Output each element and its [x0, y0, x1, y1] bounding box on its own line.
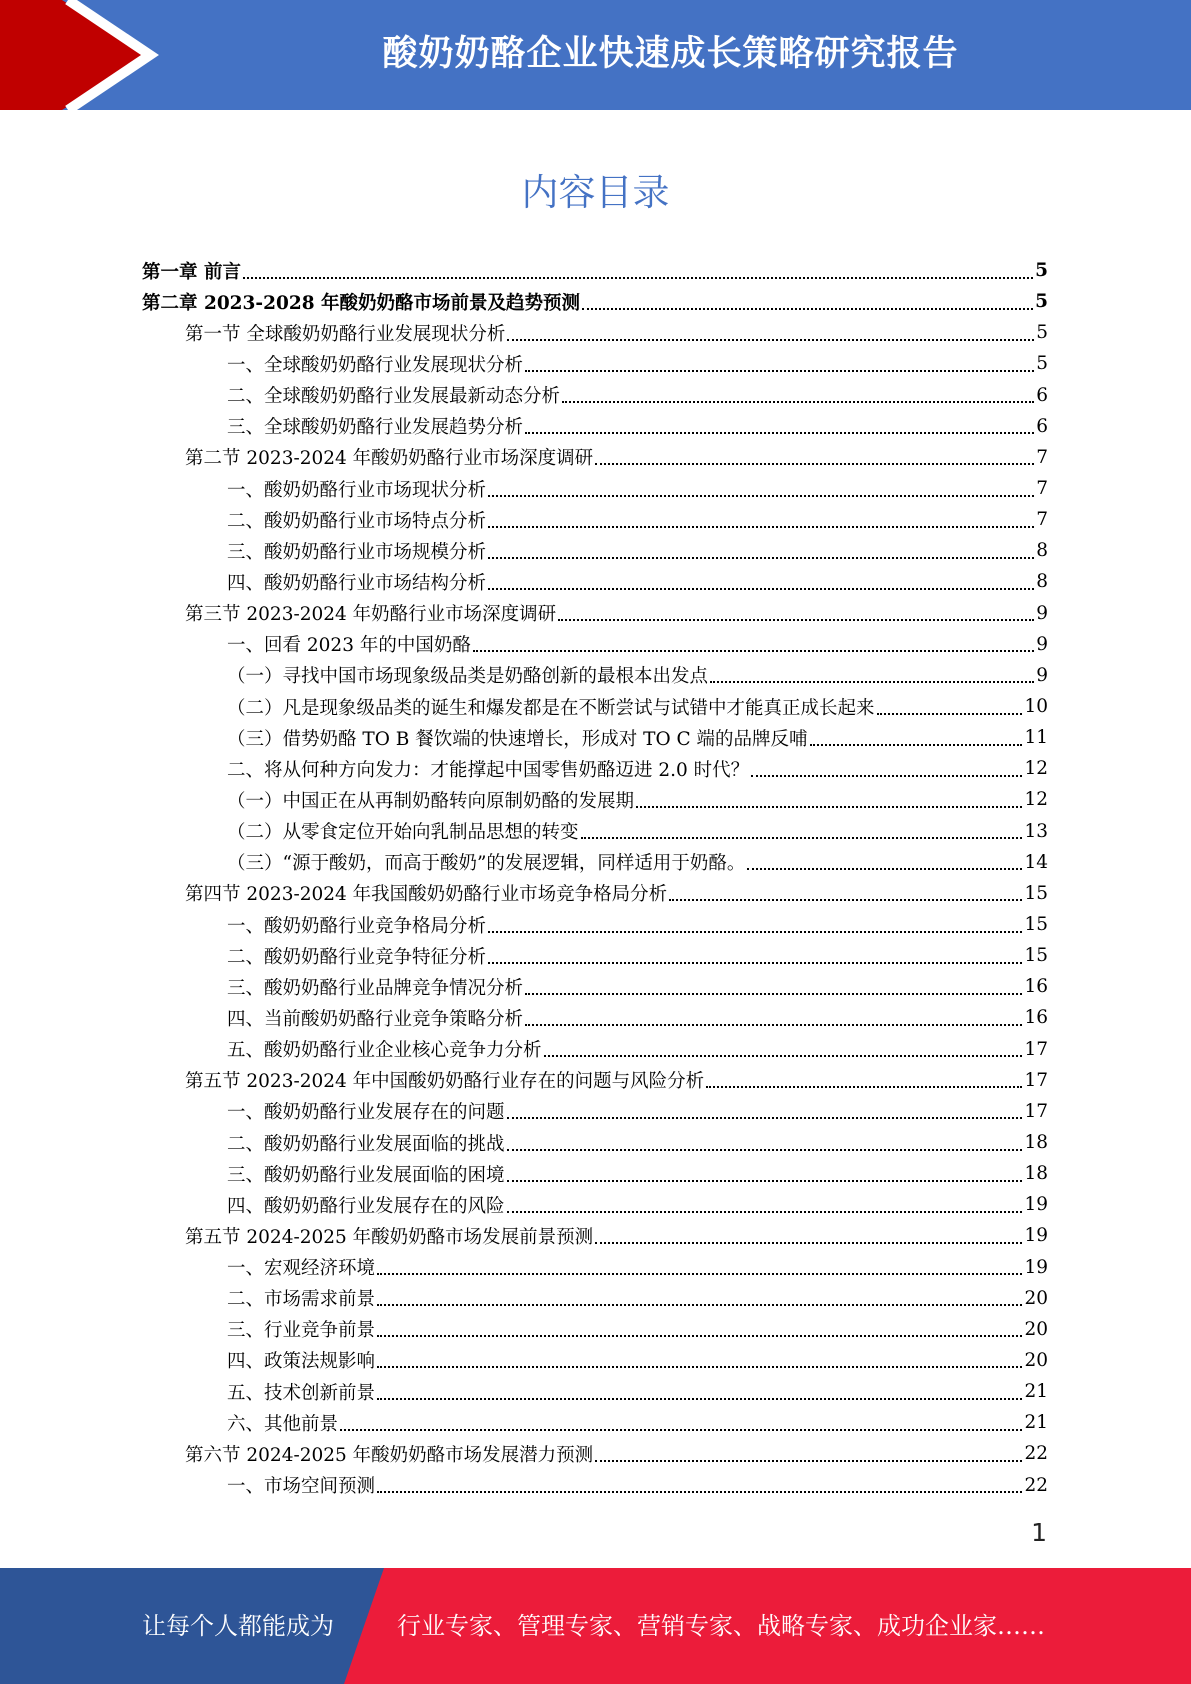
toc-leader-dots — [377, 1335, 1022, 1337]
toc-entry-label: 三、全球酸奶奶酪行业发展趋势分析 — [227, 417, 524, 439]
toc-entry[interactable] — [142, 1002, 1048, 1033]
toc-entry-label: （三）借势奶酪 TO B 餐饮端的快速增长，形成对 TO C 端的品牌反哺 — [227, 728, 808, 750]
toc-entry-label: 二、将从何种方向发力：才能撑起中国零售奶酪迈进 2.0 时代？ — [227, 759, 750, 781]
toc-entry[interactable] — [142, 1438, 1048, 1469]
toc-entry-page: 20 — [1024, 1318, 1048, 1340]
toc-entry-label: 第五节 2023-2024 年中国酸奶奶酪行业存在的问题与风险分析 — [185, 1071, 705, 1093]
toc-entry[interactable] — [142, 1252, 1048, 1283]
toc-leader-dots — [747, 868, 1022, 870]
toc-leader-dots — [377, 1304, 1022, 1306]
toc-entry-label: 二、酸奶奶酪行业竞争特征分析 — [227, 946, 487, 968]
toc-entry[interactable] — [142, 442, 1048, 473]
toc-entry-page: 20 — [1024, 1349, 1048, 1371]
toc-entry-page: 15 — [1024, 882, 1048, 904]
toc-entry[interactable] — [142, 660, 1048, 691]
toc-entry-label: 二、酸奶奶酪行业发展面临的挑战 — [227, 1133, 505, 1155]
toc-entry-label: （二）从零食定位开始向乳制品思想的转变 — [227, 822, 579, 844]
toc-entry-label: 二、全球酸奶奶酪行业发展最新动态分析 — [227, 386, 561, 408]
toc-entry-label: 一、回看 2023 年的中国奶酪 — [227, 635, 471, 657]
toc-leader-dots — [507, 1211, 1023, 1213]
toc-entry[interactable] — [142, 535, 1048, 566]
toc-entry[interactable] — [142, 255, 1048, 286]
toc-entry-page: 15 — [1024, 914, 1048, 936]
toc-entry[interactable] — [142, 1345, 1048, 1376]
header-arrow-icon — [0, 0, 160, 110]
toc-entry-page: 21 — [1024, 1412, 1048, 1434]
toc-entry-page: 18 — [1024, 1132, 1048, 1153]
toc-entry-page: 21 — [1024, 1381, 1048, 1403]
toc-leader-dots — [507, 339, 1034, 341]
toc-leader-dots — [243, 277, 1033, 279]
toc-entry-page: 7 — [1036, 478, 1048, 500]
toc-leader-dots — [377, 1273, 1022, 1275]
toc-entry-label: 第三节 2023-2024 年奶酪行业市场深度调研 — [185, 604, 557, 626]
toc-leader-dots — [544, 1055, 1023, 1057]
toc-entry-label: （二）凡是现象级品类的诞生和爆发都是在不断尝试与试错中才能真正成长起来 — [227, 697, 875, 719]
toc-entry-label: 第二章 2023-2028 年酸奶奶酪市场前景及趋势预测 — [142, 292, 581, 314]
toc-entry[interactable] — [142, 504, 1048, 535]
toc-entry-page: 12 — [1024, 758, 1048, 780]
toc-entry-page: 17 — [1024, 1038, 1048, 1060]
toc-entry-page: 20 — [1024, 1287, 1048, 1309]
toc-entry[interactable] — [142, 317, 1048, 348]
footer-slogan-left: 让每个人都能成为 — [142, 1612, 334, 1640]
page-number: 1 — [1031, 1518, 1047, 1547]
toc-entry[interactable] — [142, 348, 1048, 379]
toc-entry[interactable] — [142, 1283, 1048, 1314]
toc-leader-dots — [877, 713, 1023, 715]
toc-entry-page: 22 — [1024, 1474, 1048, 1496]
toc-entry-page: 18 — [1024, 1163, 1048, 1185]
toc-entry-label: 一、宏观经济环境 — [227, 1258, 376, 1280]
toc-leader-dots — [581, 837, 1023, 839]
toc-entry-label: （三）“源于酸奶，而高于酸奶”的发展逻辑，同样适用于奶酪。 — [227, 853, 746, 875]
toc-entry-label: 二、酸奶奶酪行业市场特点分析 — [227, 510, 487, 532]
toc-entry-label: 四、当前酸奶奶酪行业竞争策略分析 — [227, 1008, 524, 1030]
header-banner — [0, 0, 1191, 110]
toc-entry-label: 六、其他前景 — [227, 1413, 339, 1435]
toc-leader-dots — [525, 432, 1034, 434]
toc-leader-dots — [507, 1149, 1023, 1151]
toc-entry-label: 第四节 2023-2024 年我国酸奶奶酪行业市场竞争格局分析 — [185, 884, 668, 906]
toc-entry-page: 19 — [1024, 1225, 1048, 1247]
toc-leader-dots — [525, 1024, 1022, 1026]
toc-entry[interactable] — [142, 286, 1048, 317]
toc-entry[interactable] — [142, 1376, 1048, 1407]
toc-leader-dots — [488, 526, 1034, 528]
toc-heading: 内容目录 — [521, 171, 670, 214]
toc-entry-label: 四、酸奶奶酪行业市场结构分析 — [227, 572, 487, 594]
toc-entry-page: 9 — [1036, 664, 1048, 686]
toc-entry[interactable] — [142, 629, 1048, 660]
toc-entry-label: （一）寻找中国市场现象级品类是奶酪创新的最根本出发点 — [227, 666, 709, 688]
toc-entry-page: 6 — [1036, 384, 1048, 406]
footer-banner — [0, 1568, 1191, 1684]
toc-entry-label: 四、酸奶奶酪行业发展存在的风险 — [227, 1195, 505, 1217]
toc-entry[interactable] — [142, 1314, 1048, 1345]
toc-entry-label: （一）中国正在从再制奶酪转向原制奶酪的发展期 — [227, 790, 635, 812]
toc-leader-dots — [595, 1460, 1022, 1462]
toc-entry[interactable] — [142, 784, 1048, 815]
toc-entry-page: 11 — [1024, 727, 1048, 749]
toc-entry-page: 14 — [1024, 851, 1048, 873]
toc-entry-page: 17 — [1024, 1069, 1048, 1091]
toc-leader-dots — [595, 1242, 1022, 1244]
toc-entry[interactable] — [142, 1127, 1048, 1158]
toc-entry-label: 四、政策法规影响 — [227, 1351, 376, 1373]
toc-entry-label: 一、酸奶奶酪行业发展存在的问题 — [227, 1102, 505, 1124]
toc-entry[interactable] — [142, 1469, 1048, 1500]
toc-leader-dots — [488, 557, 1034, 559]
toc-entry-page: 5 — [1036, 322, 1048, 344]
toc-entry[interactable] — [142, 753, 1048, 784]
toc-leader-dots — [488, 962, 1022, 964]
toc-leader-dots — [669, 899, 1022, 901]
toc-entry-page: 22 — [1024, 1443, 1048, 1465]
toc-entry-page: 6 — [1036, 415, 1048, 437]
toc-entry[interactable] — [142, 1034, 1048, 1065]
toc-entry-page: 9 — [1036, 602, 1048, 624]
toc-entry-label: 三、酸奶奶酪行业品牌竞争情况分析 — [227, 977, 524, 999]
toc-entry-label: 第一章 前言 — [142, 261, 241, 283]
toc-leader-dots — [595, 463, 1034, 465]
toc-leader-dots — [377, 1366, 1022, 1368]
toc-entry-label: 一、酸奶奶酪行业竞争格局分析 — [227, 915, 487, 937]
toc-entry-page: 19 — [1024, 1194, 1048, 1216]
toc-leader-dots — [525, 370, 1034, 372]
toc-leader-dots — [377, 1491, 1022, 1493]
toc-entry[interactable] — [142, 411, 1048, 442]
toc-entry[interactable] — [142, 1158, 1048, 1189]
toc-entry[interactable] — [142, 1065, 1048, 1096]
toc-leader-dots — [810, 744, 1023, 746]
toc-entry[interactable] — [142, 816, 1048, 847]
toc-entry-label: 三、酸奶奶酪行业市场规模分析 — [227, 541, 487, 563]
toc-entry[interactable] — [142, 598, 1048, 629]
toc-entry-label: 五、酸奶奶酪行业企业核心竞争力分析 — [227, 1040, 542, 1062]
toc-entry[interactable] — [142, 940, 1048, 971]
toc-entry-label: 二、市场需求前景 — [227, 1289, 376, 1311]
toc-entry[interactable] — [142, 691, 1048, 722]
toc-entry[interactable] — [142, 971, 1048, 1002]
toc-leader-dots — [488, 588, 1034, 590]
toc-entry-page: 19 — [1024, 1256, 1048, 1278]
toc-entry-label: 三、酸奶奶酪行业发展面临的困境 — [227, 1164, 505, 1186]
footer-slogan-right: 行业专家、管理专家、营销专家、战略专家、成功企业家…… — [397, 1612, 1045, 1640]
report-title: 酸奶奶酪企业快速成长策略研究报告 — [382, 34, 959, 74]
toc-entry-label: 第六节 2024-2025 年酸奶奶酪市场发展潜力预测 — [185, 1444, 594, 1466]
toc-leader-dots — [507, 1180, 1023, 1182]
toc-entry-label: 第五节 2024-2025 年酸奶奶酪市场发展前景预测 — [185, 1226, 594, 1248]
toc-entry-page: 8 — [1036, 571, 1048, 593]
toc-leader-dots — [582, 308, 1033, 310]
toc-entry-page: 16 — [1024, 1007, 1048, 1029]
toc-leader-dots — [710, 681, 1034, 683]
toc-leader-dots — [488, 495, 1034, 497]
toc-entry-label: 第二节 2023-2024 年酸奶奶酪行业市场深度调研 — [185, 448, 594, 470]
toc-leader-dots — [507, 1117, 1023, 1119]
toc-leader-dots — [706, 1086, 1022, 1088]
toc-entry-page: 9 — [1036, 633, 1048, 655]
toc-entry[interactable] — [142, 878, 1048, 909]
toc-entry-page: 17 — [1024, 1100, 1048, 1122]
toc-entry[interactable] — [142, 1407, 1048, 1438]
table-of-contents — [142, 255, 1048, 1501]
toc-entry-page: 16 — [1024, 976, 1048, 998]
toc-entry-page: 12 — [1024, 789, 1048, 811]
toc-entry-page: 13 — [1024, 820, 1048, 842]
toc-leader-dots — [377, 1398, 1022, 1400]
toc-leader-dots — [525, 993, 1022, 995]
toc-leader-dots — [488, 931, 1022, 933]
toc-entry-page: 7 — [1036, 446, 1048, 468]
toc-leader-dots — [473, 650, 1034, 652]
toc-entry[interactable] — [142, 566, 1048, 597]
toc-leader-dots — [636, 806, 1022, 808]
toc-entry[interactable] — [142, 847, 1048, 878]
toc-entry-page: 7 — [1036, 509, 1048, 531]
toc-leader-dots — [751, 775, 1022, 777]
toc-entry-page: 5 — [1036, 353, 1048, 375]
toc-entry[interactable] — [142, 1096, 1048, 1127]
toc-entry-page: 10 — [1024, 696, 1048, 718]
toc-entry-page: 8 — [1036, 540, 1048, 562]
toc-entry[interactable] — [142, 380, 1048, 411]
toc-entry[interactable] — [142, 1220, 1048, 1251]
toc-entry-page: 15 — [1024, 945, 1048, 967]
toc-entry[interactable] — [142, 473, 1048, 504]
toc-leader-dots — [340, 1429, 1022, 1431]
toc-entry[interactable] — [142, 1189, 1048, 1220]
toc-entry-label: 五、技术创新前景 — [227, 1382, 376, 1404]
toc-entry-label: 一、全球酸奶奶酪行业发展现状分析 — [227, 354, 524, 376]
toc-entry-label: 一、市场空间预测 — [227, 1476, 376, 1498]
toc-entry-label: 三、行业竞争前景 — [227, 1320, 376, 1342]
toc-leader-dots — [558, 619, 1034, 621]
toc-leader-dots — [562, 401, 1034, 403]
toc-entry-label: 第一节 全球酸奶奶酪行业发展现状分析 — [185, 323, 506, 345]
toc-entry[interactable] — [142, 909, 1048, 940]
toc-entry-page: 5 — [1035, 291, 1048, 313]
toc-entry-label: 一、酸奶奶酪行业市场现状分析 — [227, 479, 487, 501]
toc-entry-page: 5 — [1035, 260, 1048, 282]
toc-entry[interactable] — [142, 722, 1048, 753]
